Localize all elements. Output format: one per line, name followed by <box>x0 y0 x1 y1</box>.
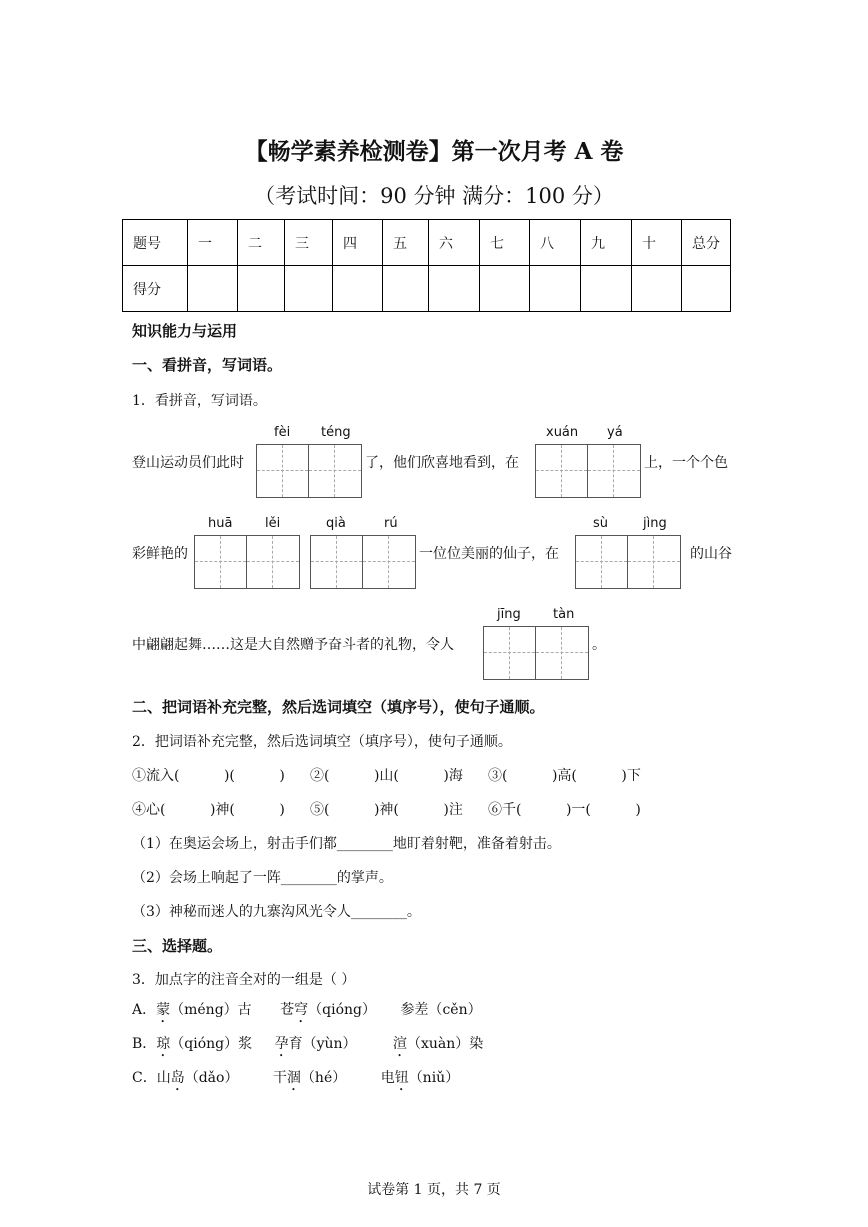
choice-text: （hé） <box>300 1070 347 1086</box>
table-cell: 八 <box>530 220 581 266</box>
table-cell: 七 <box>480 220 530 266</box>
table-cell: 九 <box>581 220 632 266</box>
sentence-text: 彩鲜艳的 <box>132 546 188 562</box>
pinyin: jìng <box>643 516 667 531</box>
dotted-char: 岛 <box>170 1070 185 1086</box>
choice-label: C．山 <box>132 1070 171 1086</box>
question-2: 2．把词语补充完整，然后选词填空（填序号），使句子通顺。 <box>132 734 512 750</box>
dotted-char: 渲 <box>393 1036 408 1052</box>
sentence-text: 登山运动员们此时 <box>132 455 244 471</box>
sentence-text: 。 <box>592 637 606 653</box>
score-cell[interactable] <box>333 266 383 312</box>
sentence-text: 的山谷 <box>690 546 732 562</box>
score-cell[interactable] <box>530 266 581 312</box>
idiom-item[interactable]: ①流入( )( ) <box>132 768 285 784</box>
sentence-text: 了，他们欣喜地看到，在 <box>365 455 519 471</box>
table-cell: 得分 <box>123 266 188 312</box>
idiom-item[interactable]: ③( )高( )下 <box>488 768 641 784</box>
idiom-item[interactable]: ⑤( )神( )注 <box>310 802 463 818</box>
score-cell[interactable] <box>188 266 238 312</box>
question-1: 1．看拼音，写词语。 <box>132 393 267 409</box>
table-cell: 三 <box>285 220 333 266</box>
pinyin: huā <box>208 516 233 531</box>
choice-label: A． <box>132 1002 157 1018</box>
idiom-item[interactable]: ②( )山( )海 <box>310 768 463 784</box>
choice-text: 苍 <box>280 1002 295 1018</box>
pinyin: tàn <box>553 607 575 622</box>
choice-text: （qióng） <box>308 1002 376 1018</box>
table-cell: 四 <box>333 220 383 266</box>
pinyin: téng <box>321 425 351 440</box>
choice-text: 参差（ <box>400 1002 443 1018</box>
score-table-score-row <box>123 266 731 312</box>
dotted-char: 琼 <box>156 1036 171 1052</box>
idiom-item[interactable]: ④心( )神( ) <box>132 802 285 818</box>
writing-grid[interactable] <box>483 626 589 680</box>
choice-a[interactable] <box>132 999 482 1026</box>
idiom-item[interactable]: ⑥千( )一( ) <box>488 802 641 818</box>
choice-text: （niǔ） <box>408 1070 460 1086</box>
score-cell[interactable] <box>581 266 632 312</box>
choice-text: （méng）古 <box>170 1002 252 1018</box>
score-table <box>122 219 731 312</box>
score-cell[interactable] <box>285 266 333 312</box>
score-cell[interactable] <box>480 266 530 312</box>
sentence-text: 一位位美丽的仙子，在 <box>419 546 559 562</box>
dotted-char: 蒙 <box>156 1002 171 1018</box>
writing-grid[interactable] <box>575 535 681 589</box>
table-cell: 一 <box>188 220 238 266</box>
pinyin: sù <box>593 516 609 531</box>
score-cell[interactable] <box>429 266 480 312</box>
dotted-char: 孕 <box>274 1036 289 1052</box>
score-table-header-row <box>123 220 731 266</box>
choice-text: （xuàn）染 <box>407 1036 484 1052</box>
choice-c[interactable] <box>132 1067 459 1094</box>
choice-text: ） <box>467 1002 482 1018</box>
page-footer: 试卷第 1 页，共 7 页 <box>367 1182 501 1198</box>
writing-grid[interactable] <box>194 535 300 589</box>
dotted-char: 涸 <box>286 1070 301 1086</box>
writing-grid[interactable] <box>310 535 416 589</box>
choice-text: （dǎo） <box>184 1070 239 1086</box>
dotted-char: 钮 <box>394 1070 409 1086</box>
pinyin: qià <box>326 516 346 531</box>
score-cell[interactable] <box>682 266 731 312</box>
section1-heading: 一、看拼音，写词语。 <box>132 356 283 374</box>
score-cell[interactable] <box>383 266 429 312</box>
table-cell: 十 <box>632 220 682 266</box>
section2-heading: 二、把词语补充完整，然后选词填空（填序号），使句子通顺。 <box>132 698 545 716</box>
section-main-heading: 知识能力与运用 <box>132 322 238 340</box>
section3-heading: 三、选择题。 <box>132 937 223 955</box>
exam-subtitle: （考试时间：90 分钟 满分：100 分） <box>254 184 614 208</box>
choice-text: 电 <box>380 1070 395 1086</box>
fill-sentence[interactable]: （2）会场上响起了一阵________的掌声。 <box>132 870 393 886</box>
choice-b[interactable] <box>132 1033 483 1060</box>
choice-text: 育（yùn） <box>288 1036 357 1052</box>
choice-text: （qióng）浆 <box>170 1036 253 1052</box>
pinyin: rú <box>384 516 398 531</box>
table-cell: 二 <box>238 220 285 266</box>
sentence-text: 中翩翩起舞……这是大自然赠予奋斗者的礼物，令人 <box>132 637 454 653</box>
fill-sentence[interactable]: （1）在奥运会场上，射击手们都________地盯着射靶，准备着射击。 <box>132 836 561 852</box>
question-3: 3．加点字的注音全对的一组是（ ） <box>132 972 356 988</box>
table-cell: 题号 <box>123 220 188 266</box>
score-cell[interactable] <box>632 266 682 312</box>
sentence-text: 上，一个个色 <box>644 455 728 471</box>
table-cell: 总分 <box>682 220 731 266</box>
pinyin: fèi <box>274 425 291 440</box>
table-cell: 五 <box>383 220 429 266</box>
writing-grid[interactable] <box>535 444 641 498</box>
pinyin: xuán <box>546 425 579 440</box>
pinyin: yá <box>607 425 623 440</box>
choice-text: cěn <box>442 1002 468 1018</box>
choice-text: 干 <box>272 1070 287 1086</box>
fill-sentence[interactable]: （3）神秘而迷人的九寨沟风光令人________。 <box>132 904 421 920</box>
exam-title: 【畅学素养检测卷】第一次月考 A 卷 <box>244 138 624 165</box>
table-cell: 六 <box>429 220 480 266</box>
choice-label: B． <box>132 1036 157 1052</box>
dotted-char: 穹 <box>294 1002 309 1018</box>
score-cell[interactable] <box>238 266 285 312</box>
pinyin: jīng <box>497 607 521 622</box>
pinyin: lěi <box>265 516 281 531</box>
writing-grid[interactable] <box>256 444 362 498</box>
